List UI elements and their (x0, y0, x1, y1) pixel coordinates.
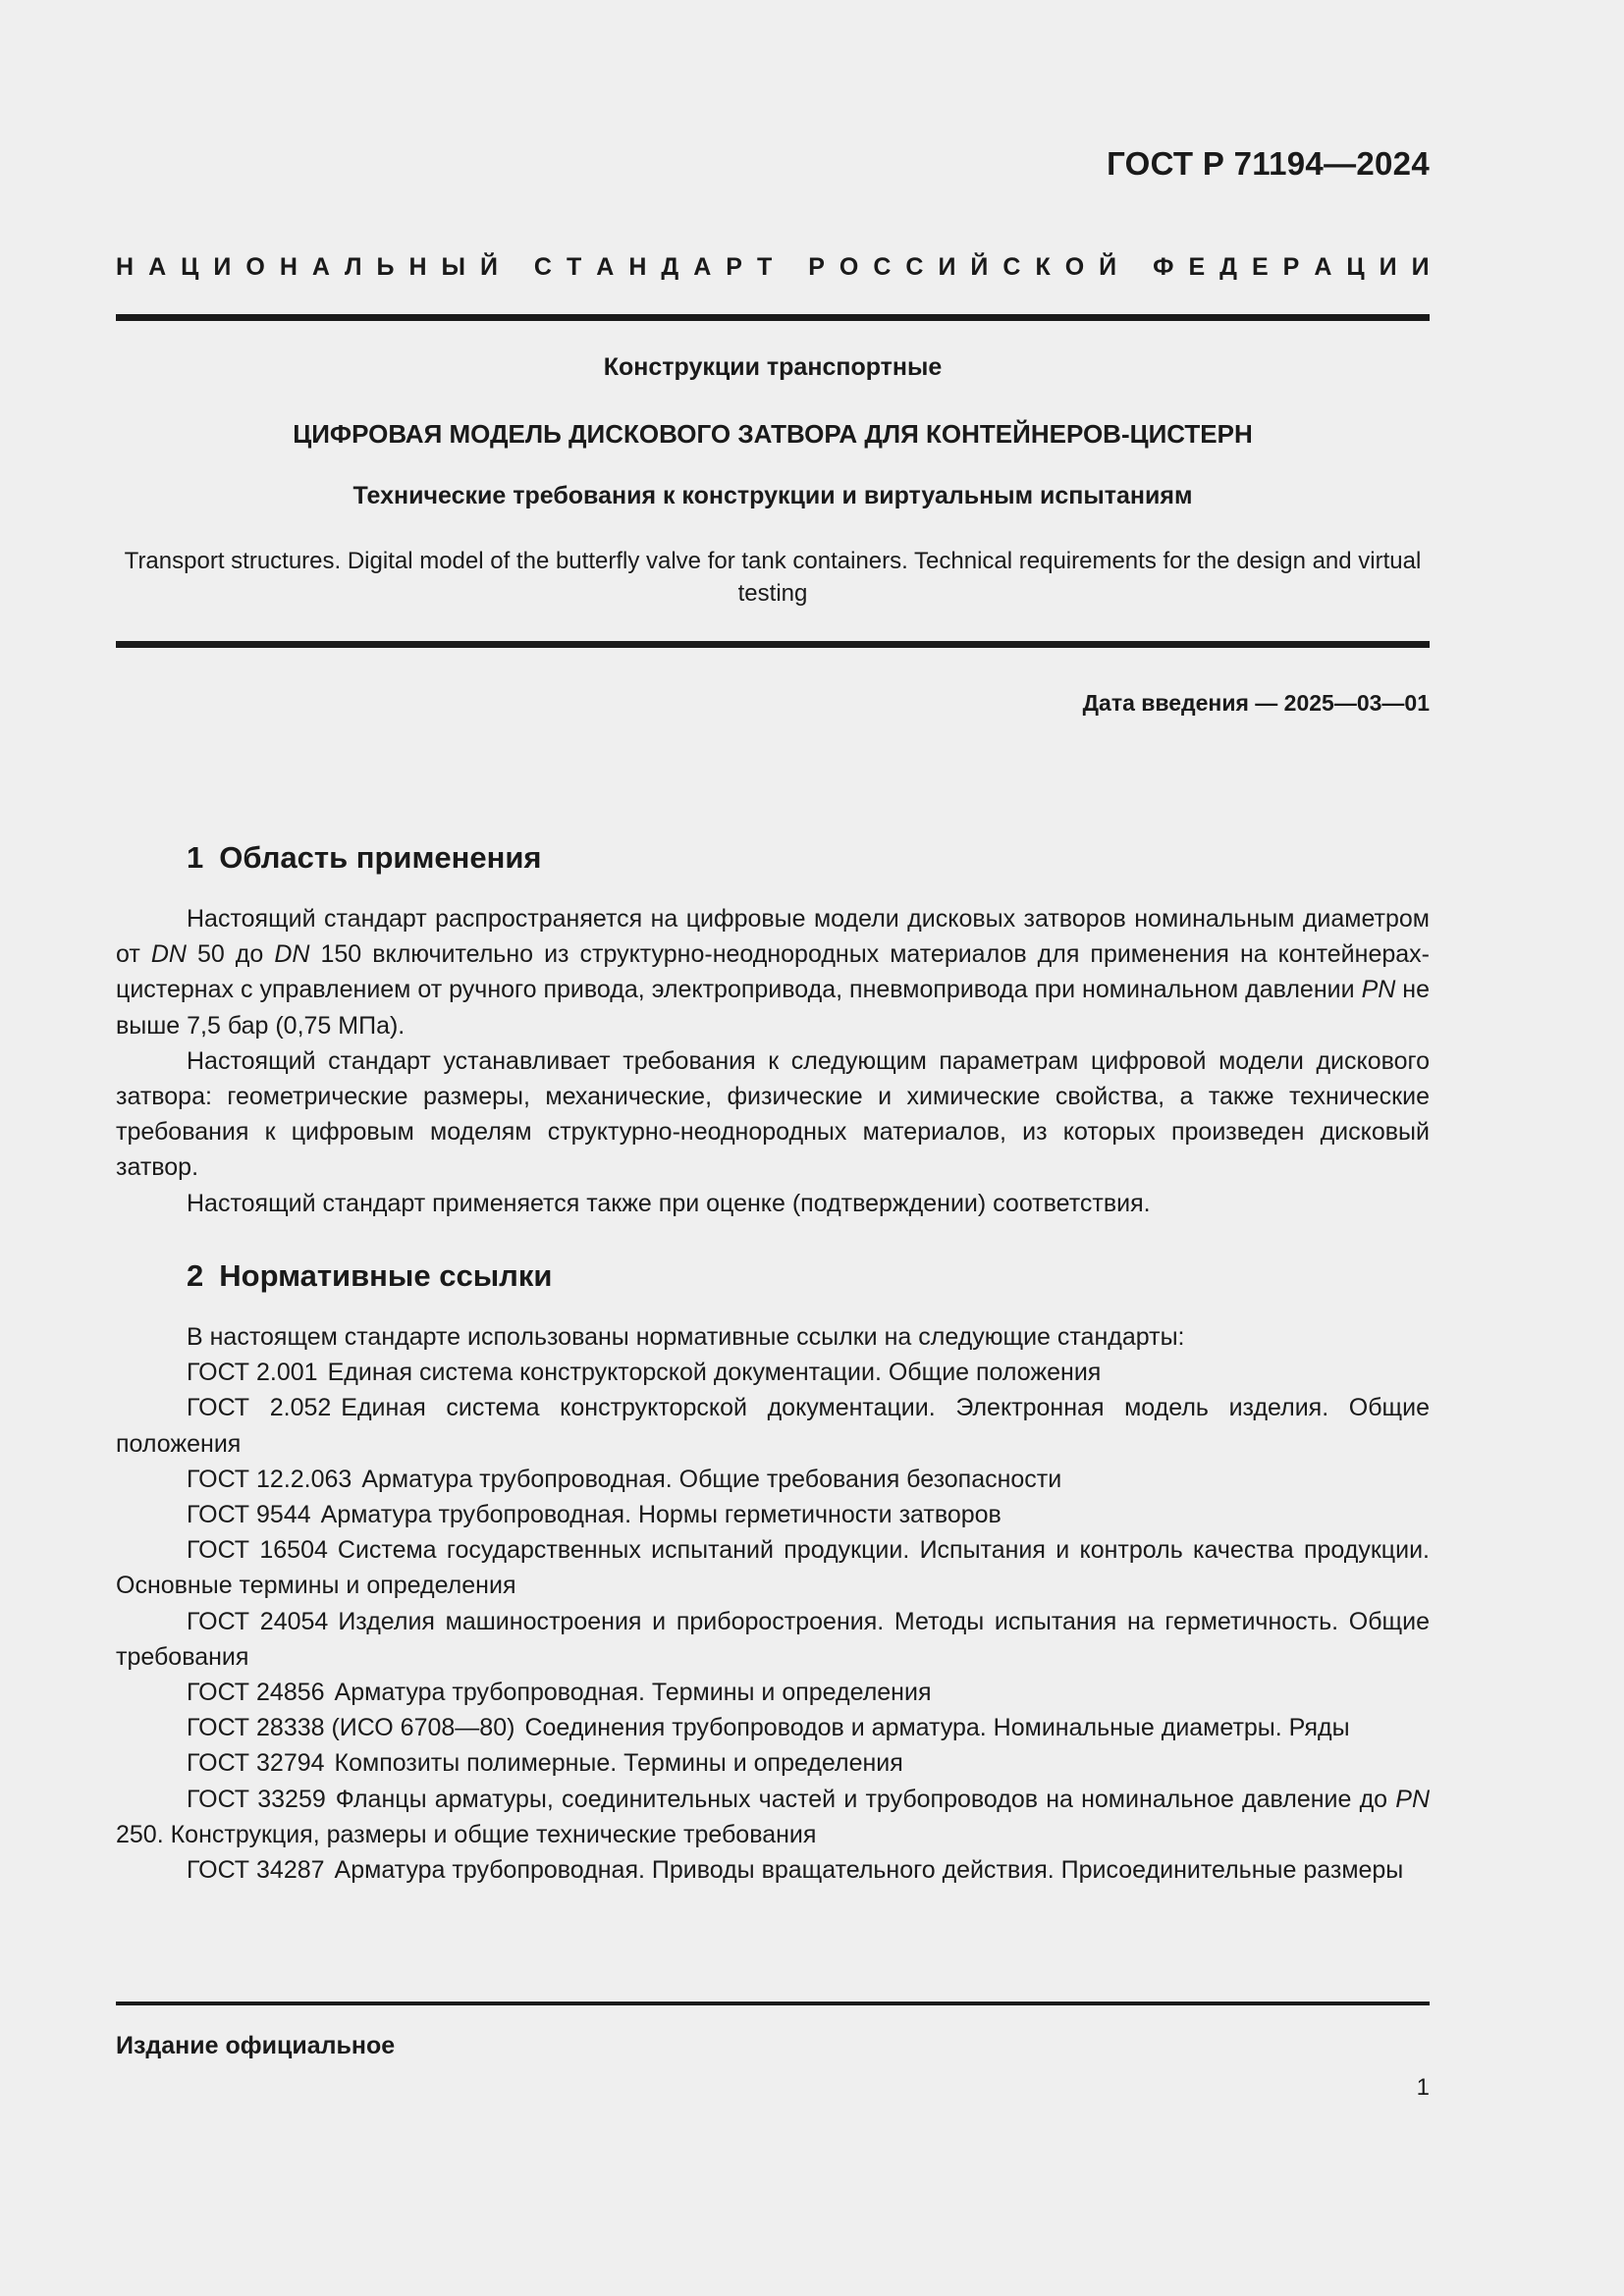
section-2-number: 2 (187, 1258, 204, 1293)
reference-item (116, 1782, 1430, 1852)
footer-rule (116, 2002, 1430, 2005)
reference-code: ГОСТ 34287 (187, 1856, 325, 1885)
title-subtitle-2: Технические требования к конструкции и виртуальным испытаниям (352, 482, 1193, 509)
heading-letter: Н (116, 253, 135, 281)
document-code: ГОСТ Р 71194—2024 (1107, 145, 1430, 182)
heading-letter: Т (566, 253, 582, 281)
heading-letter: Й (480, 253, 498, 281)
heading-letter: И (213, 253, 232, 281)
heading-letter: С (1002, 253, 1021, 281)
references-intro: В настоящем стандарте использованы нормативные ссылки на следующие стандарты: (187, 1323, 1185, 1351)
page-number: 1 (1416, 2074, 1430, 2101)
reference-code: ГОСТ 9544 (187, 1501, 311, 1529)
title-subtitle: Конструкции транспортные (603, 353, 943, 381)
reference-code: ГОСТ 2.001 (187, 1359, 318, 1387)
section-2-title: Нормативные ссылки (219, 1258, 553, 1293)
heading-letter (1131, 253, 1138, 282)
text-run: 150 включительно из структурно-неоднородных материалов для применения на контейнерах-цистернах с управлением от ручного привода, электропривода, пневмопривода при номинальном давлении (116, 940, 1430, 1004)
heading-letter: А (148, 253, 167, 281)
heading-letter: И (1411, 253, 1430, 281)
introduction-date: Дата введения — 2025—03—01 (1082, 690, 1430, 716)
heading-letter: С (873, 253, 892, 281)
reference-title: Арматура трубопроводная. Общие требования безопасности (361, 1465, 1062, 1493)
reference-title: Единая система конструкторской документации. Электронная модель изделия. Общие положения (116, 1394, 1430, 1458)
heading-letter: Н (408, 253, 427, 281)
pn-symbol: PN (1395, 1785, 1430, 1813)
heading-letter: Ь (376, 253, 395, 281)
heading-letter: О (245, 253, 265, 281)
heading-letter: О (1064, 253, 1085, 281)
heading-letter: А (1314, 253, 1332, 281)
title-bottom-rule (116, 641, 1430, 648)
normative-references (116, 1319, 1430, 1888)
reference-code: ГОСТ 12.2.063 (187, 1465, 352, 1493)
reference-code: ГОСТ 16504 (187, 1536, 328, 1565)
section-1-title: Область применения (219, 840, 542, 875)
reference-title: Фланцы арматуры, соединительных частей и трубопроводов на номинальное давление до (335, 1785, 1396, 1813)
reference-code: ГОСТ 24856 (187, 1679, 325, 1707)
reference-title: Арматура трубопроводная. Приводы вращательного действия. Присоединительные размеры (334, 1856, 1404, 1885)
heading-letter: А (596, 253, 615, 281)
heading-letter: Е (1251, 253, 1269, 281)
section-1-paragraph-1 (116, 901, 1430, 1043)
reference-item (116, 1497, 1430, 1532)
text-run: Настоящий стандарт распространяется на цифровые модели дисковых затворов номинальным диаметром от (116, 905, 1430, 969)
heading-letter: Т (756, 253, 773, 281)
section-1-body (116, 901, 1430, 1221)
section-1-paragraph-2: Настоящий стандарт устанавливает требования к следующим параметрам цифровой модели дискового затвора: геометрические размеры, механические, физические и химические свойства, а также технические требования к цифровым моделям структурно-неоднородных материалов, из которых произведен дисковый затвор. (116, 1046, 1430, 1182)
reference-title: Соединения трубопроводов и арматура. Номинальные диаметры. Ряды (524, 1714, 1350, 1742)
reference-item (116, 1710, 1430, 1745)
heading-letter: Й (1099, 253, 1117, 281)
heading-letter: А (693, 253, 712, 281)
document-page (116, 0, 1430, 2296)
reference-item (116, 1355, 1430, 1390)
reference-code: ГОСТ 28338 (ИСО 6708—80) (187, 1714, 515, 1742)
heading-letter: Р (808, 253, 825, 281)
section-2-heading (187, 1258, 552, 1294)
heading-letter: С (533, 253, 552, 281)
heading-letter: С (905, 253, 924, 281)
english-title: Transport structures. Digital model of the butterfly valve for tank containers. Technical requirements for the design and virtual testing (124, 548, 1422, 607)
heading-letter: Л (344, 253, 362, 281)
pn-symbol: PN (1361, 976, 1396, 1004)
heading-letter: Ф (1153, 253, 1174, 281)
dn-symbol: DN (150, 940, 187, 969)
reference-item (116, 1390, 1430, 1461)
heading-letter (513, 253, 519, 282)
reference-item (116, 1852, 1430, 1888)
section-1-heading (187, 840, 542, 876)
national-standard-heading (116, 253, 1430, 282)
heading-letter: Ц (1346, 253, 1365, 281)
section-1-paragraph-3: Настоящий стандарт применяется также при оценке (подтверждении) соответствия. (187, 1189, 1151, 1217)
reference-item (116, 1604, 1430, 1675)
official-edition-label: Издание официальное (116, 2032, 396, 2059)
reference-item (116, 1745, 1430, 1781)
reference-title: Арматура трубопроводная. Нормы герметичности затворов (320, 1501, 1001, 1529)
heading-letter: Д (1219, 253, 1237, 281)
heading-letter: Н (628, 253, 647, 281)
reference-title: Изделия машиностроения и приборостроения. Методы испытания на герметичность. Общие требования (116, 1607, 1430, 1671)
heading-letter: О (839, 253, 859, 281)
reference-code: ГОСТ 32794 (187, 1749, 325, 1778)
reference-item (116, 1675, 1430, 1710)
heading-letter: Е (1188, 253, 1206, 281)
reference-title: Композиты полимерные. Термины и определения (334, 1749, 903, 1778)
heading-letter: И (938, 253, 956, 281)
reference-title: Единая система конструкторской документации. Общие положения (327, 1359, 1102, 1387)
reference-code: ГОСТ 33259 (187, 1785, 326, 1813)
reference-title: Система государственных испытаний продукции. Испытания и контроль качества продукции. Основные термины и определения (116, 1536, 1430, 1600)
top-rule (116, 314, 1430, 321)
heading-letter: Ц (181, 253, 199, 281)
heading-letter (786, 253, 793, 282)
heading-letter: К (1035, 253, 1051, 281)
heading-letter: А (311, 253, 330, 281)
reference-code: ГОСТ 24054 (187, 1607, 329, 1635)
heading-letter: И (1379, 253, 1397, 281)
reference-item (116, 1462, 1430, 1497)
heading-letter: Н (279, 253, 298, 281)
document-title: ЦИФРОВАЯ МОДЕЛЬ ДИСКОВОГО ЗАТВОРА ДЛЯ КОНТЕЙНЕРОВ-ЦИСТЕРН (293, 419, 1253, 449)
dn-symbol: DN (274, 940, 310, 969)
reference-title: Арматура трубопроводная. Термины и определения (334, 1679, 932, 1707)
text-run: не выше 7,5 бар (0,75 МПа). (116, 976, 1431, 1040)
heading-letter: Ы (441, 253, 465, 281)
reference-item (116, 1532, 1430, 1603)
heading-letter: Р (1282, 253, 1300, 281)
heading-letter: Д (661, 253, 679, 281)
heading-letter: Р (726, 253, 742, 281)
text-run: 50 до (186, 940, 275, 969)
reference-code: ГОСТ 2.052 (187, 1394, 332, 1422)
section-1-number: 1 (187, 840, 204, 875)
heading-letter: Й (970, 253, 989, 281)
reference-title: 250. Конструкция, размеры и общие технические требования (116, 1820, 817, 1848)
